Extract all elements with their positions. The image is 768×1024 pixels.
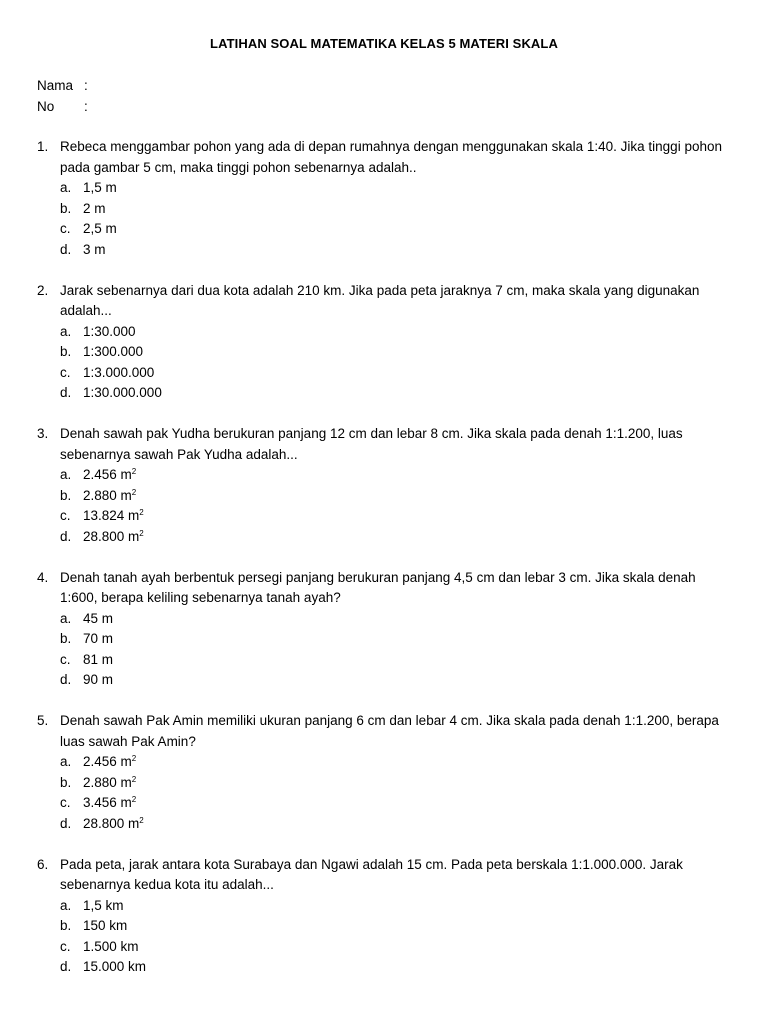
option-text xyxy=(83,896,124,917)
option-letter: a. xyxy=(60,467,72,482)
question-header xyxy=(37,568,737,609)
question-number: 5. xyxy=(37,713,49,728)
option-superscript: 2 xyxy=(131,774,137,784)
option-letter: b. xyxy=(60,774,72,790)
option-letter: d. xyxy=(60,528,72,544)
option-letter: b. xyxy=(60,487,72,503)
answer-options xyxy=(37,896,737,978)
option-letter: c. xyxy=(60,651,71,667)
option-text xyxy=(83,670,113,691)
name-separator: : xyxy=(84,78,88,93)
option-text xyxy=(83,793,136,814)
answer-option xyxy=(60,629,737,650)
option-value: 15.000 km xyxy=(83,959,147,974)
option-text xyxy=(83,506,144,527)
question-header xyxy=(37,424,737,465)
option-letter: c. xyxy=(60,508,71,523)
option-value: 3 m xyxy=(83,241,106,257)
answer-option xyxy=(60,670,737,691)
option-text xyxy=(83,957,146,978)
answer-option xyxy=(60,240,737,261)
answer-options xyxy=(37,465,737,547)
option-value: 28.800 m xyxy=(83,528,140,544)
answer-option xyxy=(60,609,737,630)
question-item xyxy=(37,568,737,691)
option-value: 45 m xyxy=(83,610,114,626)
option-value: 150 km xyxy=(83,918,128,933)
question-header xyxy=(37,855,737,896)
option-text xyxy=(83,342,143,363)
option-text xyxy=(83,650,113,671)
answer-options xyxy=(37,322,737,404)
option-letter: d. xyxy=(60,672,72,687)
option-text xyxy=(83,322,136,343)
option-text xyxy=(83,199,106,220)
option-value: 3.456 m xyxy=(83,795,132,810)
answer-option xyxy=(60,383,737,404)
option-text xyxy=(83,383,162,404)
option-superscript: 2 xyxy=(131,795,137,804)
option-value: 90 m xyxy=(83,672,114,687)
option-letter: b. xyxy=(60,200,72,216)
option-value: 2.880 m xyxy=(83,774,132,790)
option-value: 2.880 m xyxy=(83,487,132,503)
option-letter: d. xyxy=(60,385,72,400)
option-value: 28.800 m xyxy=(83,815,140,831)
answer-option xyxy=(60,465,737,486)
name-label: Nama xyxy=(37,78,74,93)
answer-options xyxy=(37,178,737,260)
question-text: Rebeca menggambar pohon yang ada di depan rumahnya dengan menggunakan skala 1:40. Jika tinggi pohon pada gambar 5 cm, maka tinggi pohon sebenarnya adalah.. xyxy=(60,139,722,175)
question-text: Jarak sebenarnya dari dua kota adalah 210 km. Jika pada peta jaraknya 7 cm, maka skala yang digunakan adalah... xyxy=(60,282,700,318)
question-list xyxy=(37,137,737,998)
option-value: 70 m xyxy=(83,631,114,646)
question-item xyxy=(37,424,737,547)
answer-options xyxy=(37,609,737,691)
option-superscript: 2 xyxy=(139,508,144,517)
option-value: 1:300.000 xyxy=(83,344,144,359)
number-separator: : xyxy=(84,98,88,114)
answer-option xyxy=(60,363,737,384)
answer-option xyxy=(60,219,737,240)
option-letter: c. xyxy=(60,795,71,810)
option-value: 1.500 km xyxy=(83,938,139,954)
question-item xyxy=(37,855,737,978)
option-text xyxy=(83,219,117,240)
option-letter: d. xyxy=(60,959,72,974)
option-text xyxy=(83,916,127,937)
option-value: 2.456 m xyxy=(83,467,132,482)
question-text: Denah tanah ayah berbentuk persegi panjang berukuran panjang 4,5 cm dan lebar 3 cm. Jika skala denah 1:600, berapa keliling sebenarnya tanah ayah? xyxy=(60,569,696,605)
question-header xyxy=(37,281,737,322)
option-text xyxy=(83,240,106,261)
question-number: 4. xyxy=(37,569,49,585)
option-value: 1,5 m xyxy=(83,180,117,195)
name-row xyxy=(37,76,88,97)
option-text xyxy=(83,363,154,384)
answer-option xyxy=(60,199,737,220)
answer-option xyxy=(60,322,737,343)
option-value: 2,5 m xyxy=(83,221,117,236)
option-superscript: 2 xyxy=(139,815,144,825)
answer-options xyxy=(37,752,737,834)
option-text xyxy=(83,486,136,507)
option-text xyxy=(83,527,144,548)
option-value: 1:30.000 xyxy=(83,323,136,339)
option-text xyxy=(83,814,144,835)
option-letter: c. xyxy=(60,221,71,236)
answer-option xyxy=(60,957,737,978)
option-letter: b. xyxy=(60,918,72,933)
question-number: 1. xyxy=(37,139,49,154)
question-number: 3. xyxy=(37,426,49,441)
question-item xyxy=(37,281,737,404)
option-text xyxy=(83,609,113,630)
answer-option xyxy=(60,650,737,671)
number-row xyxy=(37,97,88,118)
option-letter: a. xyxy=(60,897,72,913)
question-text: Denah sawah Pak Amin memiliki ukuran panjang 6 cm dan lebar 4 cm. Jika skala pada denah 1:1.200, berapa luas sawah Pak Amin? xyxy=(60,713,719,749)
answer-option xyxy=(60,814,737,835)
answer-option xyxy=(60,527,737,548)
option-letter: d. xyxy=(60,241,72,257)
page-title: LATIHAN SOAL MATEMATIKA KELAS 5 MATERI SKALA xyxy=(210,36,558,51)
option-superscript: 2 xyxy=(131,754,137,763)
question-header xyxy=(37,711,737,752)
option-value: 1,5 km xyxy=(83,897,124,913)
option-text xyxy=(83,465,136,486)
number-label: No xyxy=(37,98,55,114)
option-text xyxy=(83,773,136,794)
answer-option xyxy=(60,916,737,937)
question-item xyxy=(37,711,737,834)
answer-option xyxy=(60,773,737,794)
option-value: 1:3.000.000 xyxy=(83,364,155,380)
option-value: 13.824 m xyxy=(83,508,140,523)
option-letter: c. xyxy=(60,364,71,380)
answer-option xyxy=(60,752,737,773)
option-letter: a. xyxy=(60,610,72,626)
answer-option xyxy=(60,486,737,507)
question-number: 6. xyxy=(37,856,49,872)
question-number: 2. xyxy=(37,282,49,298)
question-header xyxy=(37,137,737,178)
answer-option xyxy=(60,793,737,814)
option-text xyxy=(83,178,117,199)
answer-option xyxy=(60,937,737,958)
option-text xyxy=(83,629,113,650)
question-text: Pada peta, jarak antara kota Surabaya dan Ngawi adalah 15 cm. Pada peta berskala 1:1.000.000. Jarak sebenarnya kedua kota itu adalah... xyxy=(60,856,683,892)
option-letter: b. xyxy=(60,344,72,359)
question-text: Denah sawah pak Yudha berukuran panjang 12 cm dan lebar 8 cm. Jika skala pada denah 1:1.200, luas sebenarnya sawah Pak Yudha adalah... xyxy=(60,426,683,462)
option-letter: a. xyxy=(60,323,72,339)
student-identity xyxy=(37,76,88,117)
question-item xyxy=(37,137,737,260)
answer-option xyxy=(60,506,737,527)
option-letter: d. xyxy=(60,815,72,831)
option-superscript: 2 xyxy=(131,467,137,476)
answer-option xyxy=(60,178,737,199)
option-value: 81 m xyxy=(83,651,114,667)
option-letter: a. xyxy=(60,180,72,195)
option-value: 1:30.000.000 xyxy=(83,385,162,400)
option-text xyxy=(83,752,136,773)
option-superscript: 2 xyxy=(139,528,144,538)
option-text xyxy=(83,937,139,958)
answer-option xyxy=(60,896,737,917)
option-letter: a. xyxy=(60,754,72,769)
answer-option xyxy=(60,342,737,363)
option-value: 2 m xyxy=(83,200,106,216)
option-letter: b. xyxy=(60,631,72,646)
option-superscript: 2 xyxy=(131,487,137,497)
option-value: 2.456 m xyxy=(83,754,132,769)
option-letter: c. xyxy=(60,938,71,954)
